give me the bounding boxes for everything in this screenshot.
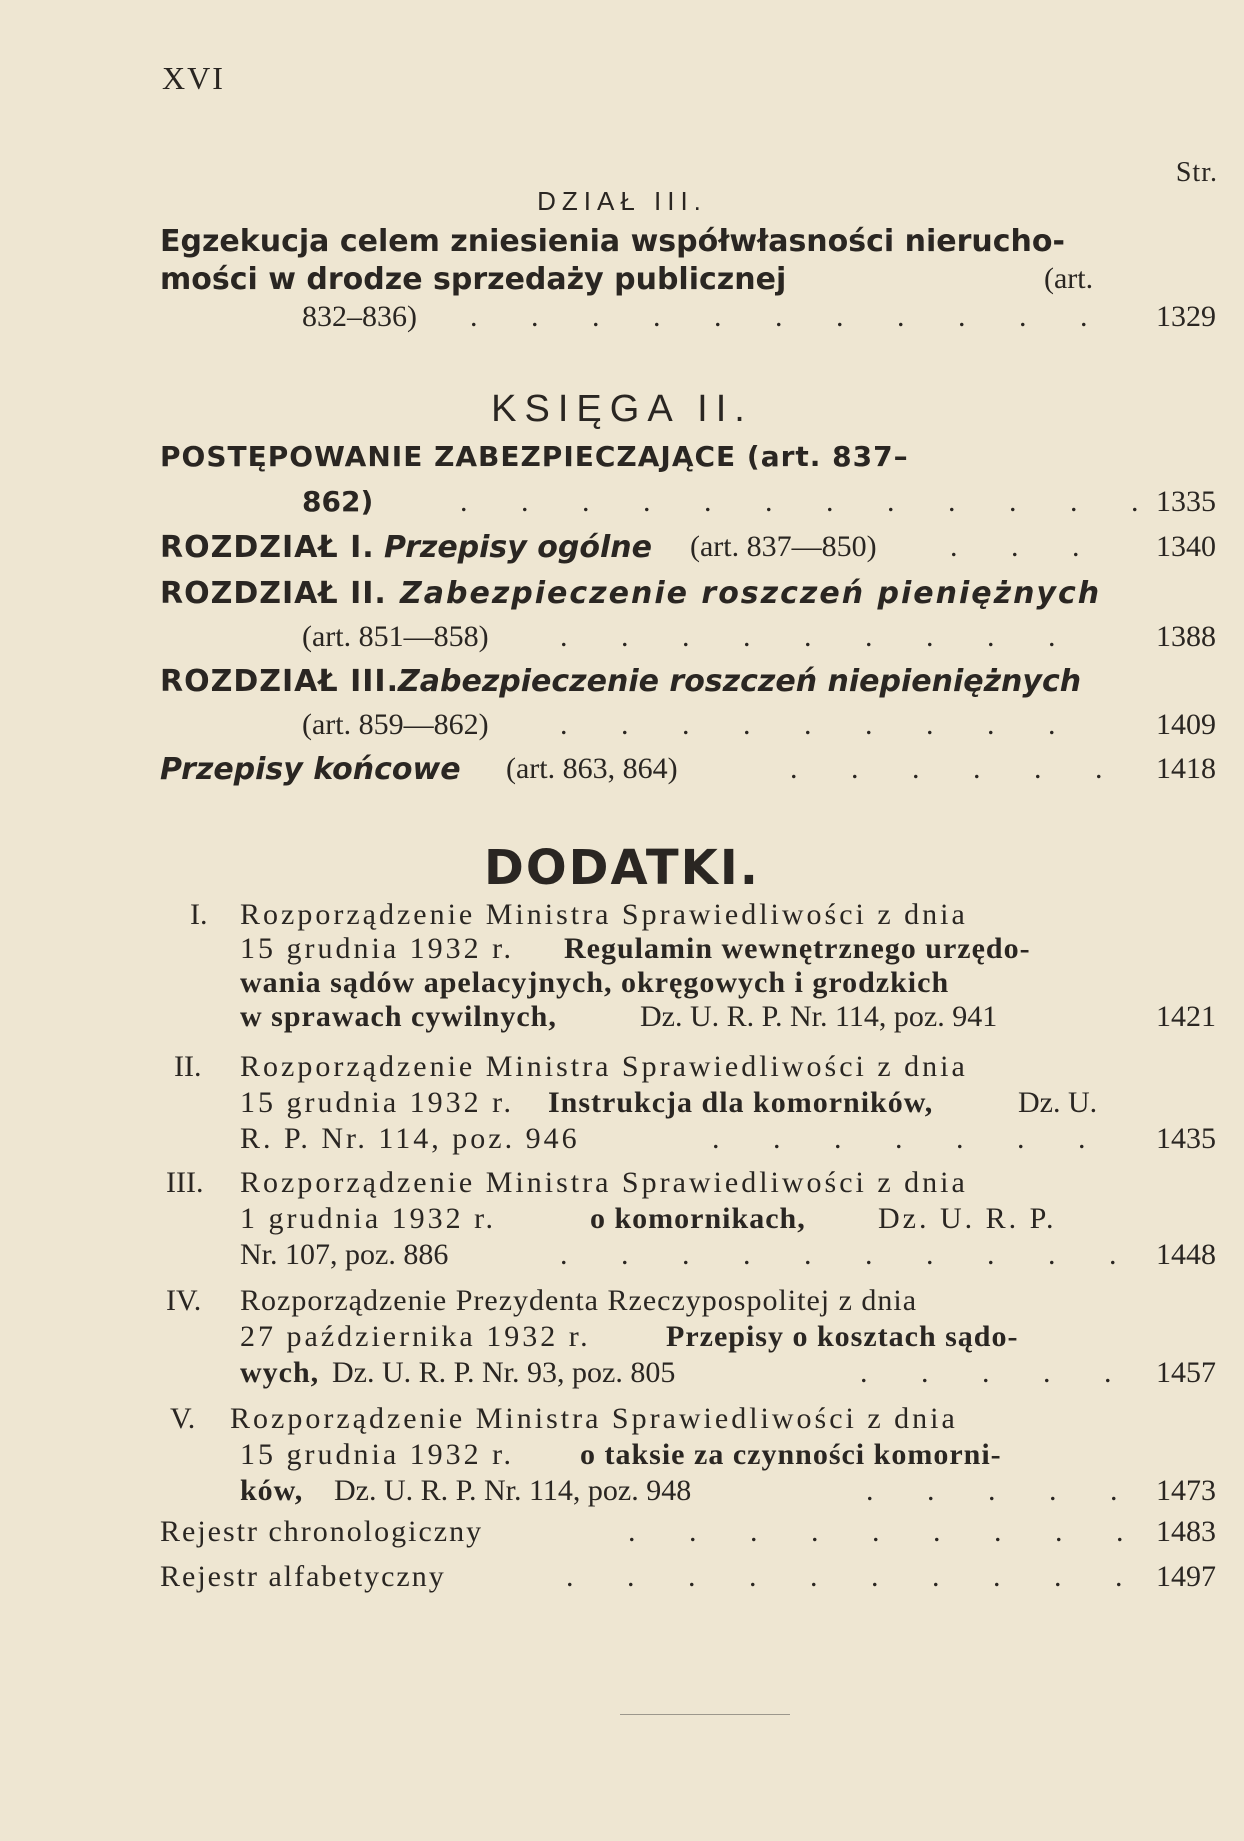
toc-entry-dzial-line1 <box>0 224 1244 264</box>
toc-entry-ksiega-title-line1 <box>0 440 1244 480</box>
item-source: Dz. U. <box>1018 1086 1098 1119</box>
item-title: Przepisy o kosztach sądo- <box>666 1320 1019 1353</box>
entry-page: 1418 <box>1156 752 1216 785</box>
entry-title: POSTĘPOWANIE ZABEZPIECZAJĄCE (art. 837– <box>160 440 909 473</box>
leader-dots: . . . . . . . <box>712 1122 1109 1155</box>
item-page: 1457 <box>1156 1356 1216 1389</box>
leader-dots: . . . . . . <box>790 752 1126 785</box>
item-line <box>0 1438 1244 1478</box>
leader-dots: . . . <box>950 530 1103 563</box>
item-page: 1421 <box>1156 1000 1216 1033</box>
item-text: Rozporządzenie Ministra Sprawiedliwości z dnia <box>240 1050 968 1083</box>
item-text: 15 grudnia 1932 r. <box>240 1086 514 1119</box>
entry-label: ROZDZIAŁ I. <box>160 530 375 565</box>
item-line <box>0 1402 1244 1442</box>
leader-dots: . . . . . <box>860 1356 1135 1389</box>
toc-entry-przepisy-koncowe <box>0 752 1244 792</box>
leader-dots: . . . . . . . . . . <box>560 1238 1140 1271</box>
item-title-cont: wania sądów apelacyjnych, okręgowych i grodzkich <box>240 966 950 999</box>
toc-entry-rozdzial-3-line1 <box>0 664 1244 704</box>
item-line <box>0 1284 1244 1324</box>
page-column-label: Str. <box>1175 157 1218 188</box>
item-title: o komornikach, <box>590 1202 806 1235</box>
item-source: Dz. U. R. P. Nr. 114, poz. 948 <box>334 1474 692 1507</box>
closing-divider <box>620 1714 790 1715</box>
item-source: Dz. U. R. P. Nr. 114, poz. 941 <box>640 1000 998 1033</box>
entry-label: ROZDZIAŁ II. <box>160 576 387 611</box>
item-text: 15 grudnia 1932 r. <box>240 932 514 965</box>
item-title-cont: w sprawach cywilnych, <box>240 1000 557 1033</box>
toc-entry-rozdzial-2-line1 <box>0 576 1244 616</box>
item-text: 1 grudnia 1932 r. <box>240 1202 496 1235</box>
toc-entry-rozdzial-3-line2 <box>0 708 1244 748</box>
entry-title-cont: 862) <box>302 485 374 518</box>
section-heading-dzial: DZIAŁ III. <box>537 186 707 216</box>
item-text: 27 października 1932 r. <box>240 1320 591 1353</box>
toc-entry-ksiega-title-line2 <box>0 485 1244 525</box>
toc-entry-rozdzial-2-line2 <box>0 620 1244 660</box>
item-line <box>0 1166 1244 1206</box>
entry-title-cont: mości w drodze sprzedaży publicznej <box>160 262 787 297</box>
item-numeral: IV. <box>166 1284 202 1317</box>
leader-dots: . . . . . . . . . . . <box>470 300 1111 333</box>
item-line <box>0 1122 1244 1162</box>
item-page: 1435 <box>1156 1122 1216 1155</box>
item-numeral: V. <box>170 1402 196 1435</box>
entry-page: 1388 <box>1156 620 1216 653</box>
leader-dots: . . . . . <box>866 1474 1141 1507</box>
item-line <box>0 1320 1244 1360</box>
item-numeral: III. <box>166 1166 204 1199</box>
item-numeral: II. <box>174 1050 202 1083</box>
entry-page: 1335 <box>1156 485 1216 518</box>
entry-art: (art. 851—858) <box>302 620 489 653</box>
entry-art: (art. 859—862) <box>302 708 489 741</box>
item-numeral: I. <box>190 898 208 931</box>
item-page: 1448 <box>1156 1238 1216 1271</box>
entry-page: 1329 <box>1156 300 1216 333</box>
item-title: o taksie za czynności komorni- <box>580 1438 1002 1471</box>
item-page: 1473 <box>1156 1474 1216 1507</box>
item-text: Rozporządzenie Ministra Sprawiedliwości z dnia <box>230 1402 958 1435</box>
toc-entry-rozdzial-1 <box>0 530 1244 570</box>
leader-dots: . . . . . . . . . <box>560 620 1079 653</box>
entry-art-range: 832–836) <box>302 300 417 333</box>
item-text: Rozporządzenie Ministra Sprawiedliwości z dnia <box>240 898 968 931</box>
section-heading-dodatki: DODATKI. <box>484 840 760 896</box>
item-source: Dz. U. R. P. <box>878 1202 1057 1235</box>
entry-art: (art. 863, 864) <box>506 752 678 785</box>
entry-title: Przepisy końcowe <box>160 752 461 787</box>
entry-title: Przepisy ogólne <box>384 530 652 565</box>
item-text: 15 grudnia 1932 r. <box>240 1438 514 1471</box>
item-text: Rozporządzenie Ministra Sprawiedliwości z dnia <box>240 1166 968 1199</box>
item-title: Regulamin wewnętrznego urzędo- <box>564 932 1031 965</box>
item-source-cont: R. P. Nr. 114, poz. 946 <box>240 1122 580 1155</box>
entry-title: Rejestr chronologiczny <box>160 1515 484 1548</box>
item-title-cont: ków, <box>240 1474 304 1507</box>
leader-dots: . . . . . . . . . . . . <box>460 485 1162 518</box>
item-title-cont: wych, <box>240 1356 320 1389</box>
item-text: Rozporządzenie Prezydenta Rzeczypospolitej z dnia <box>240 1284 918 1317</box>
item-line <box>0 1356 1244 1396</box>
item-title: Instrukcja dla komorników, <box>548 1086 934 1119</box>
item-source: Dz. U. R. P. Nr. 93, poz. 805 <box>332 1356 676 1389</box>
item-line <box>0 1000 1244 1040</box>
item-line <box>0 1086 1244 1126</box>
toc-entry-rejestr-alfabetyczny <box>0 1560 1244 1600</box>
leader-dots: . . . . . . . . . . <box>566 1560 1146 1593</box>
entry-art: (art. 837—850) <box>690 530 877 563</box>
entry-title: Zabezpieczenie roszczeń niepieniężnych <box>398 664 1082 699</box>
leader-dots: . . . . . . . . . <box>560 708 1079 741</box>
toc-entry-dzial-line2 <box>0 262 1244 302</box>
entry-title: Egzekucja celem zniesienia współwłasności nierucho- <box>160 224 1065 259</box>
entry-page: 1497 <box>1156 1560 1216 1593</box>
entry-page: 1409 <box>1156 708 1216 741</box>
entry-title: Zabezpieczenie roszczeń pieniężnych <box>400 576 1102 611</box>
entry-label: ROZDZIAŁ III. <box>160 664 399 699</box>
item-line <box>0 1238 1244 1278</box>
item-line <box>0 1202 1244 1242</box>
section-heading-ksiega: KSIĘGA II. <box>491 388 753 430</box>
item-line <box>0 1050 1244 1090</box>
toc-entry-rejestr-chronologiczny <box>0 1515 1244 1555</box>
entry-page: 1483 <box>1156 1515 1216 1548</box>
item-source-cont: Nr. 107, poz. 886 <box>240 1238 449 1271</box>
page-number: XVI <box>162 60 225 96</box>
leader-dots: . . . . . . . . . <box>628 1515 1147 1548</box>
entry-page: 1340 <box>1156 530 1216 563</box>
entry-art: (art. <box>1044 262 1094 295</box>
item-line <box>0 1474 1244 1514</box>
toc-entry-dzial-line3 <box>0 300 1244 340</box>
entry-title: Rejestr alfabetyczny <box>160 1560 446 1593</box>
